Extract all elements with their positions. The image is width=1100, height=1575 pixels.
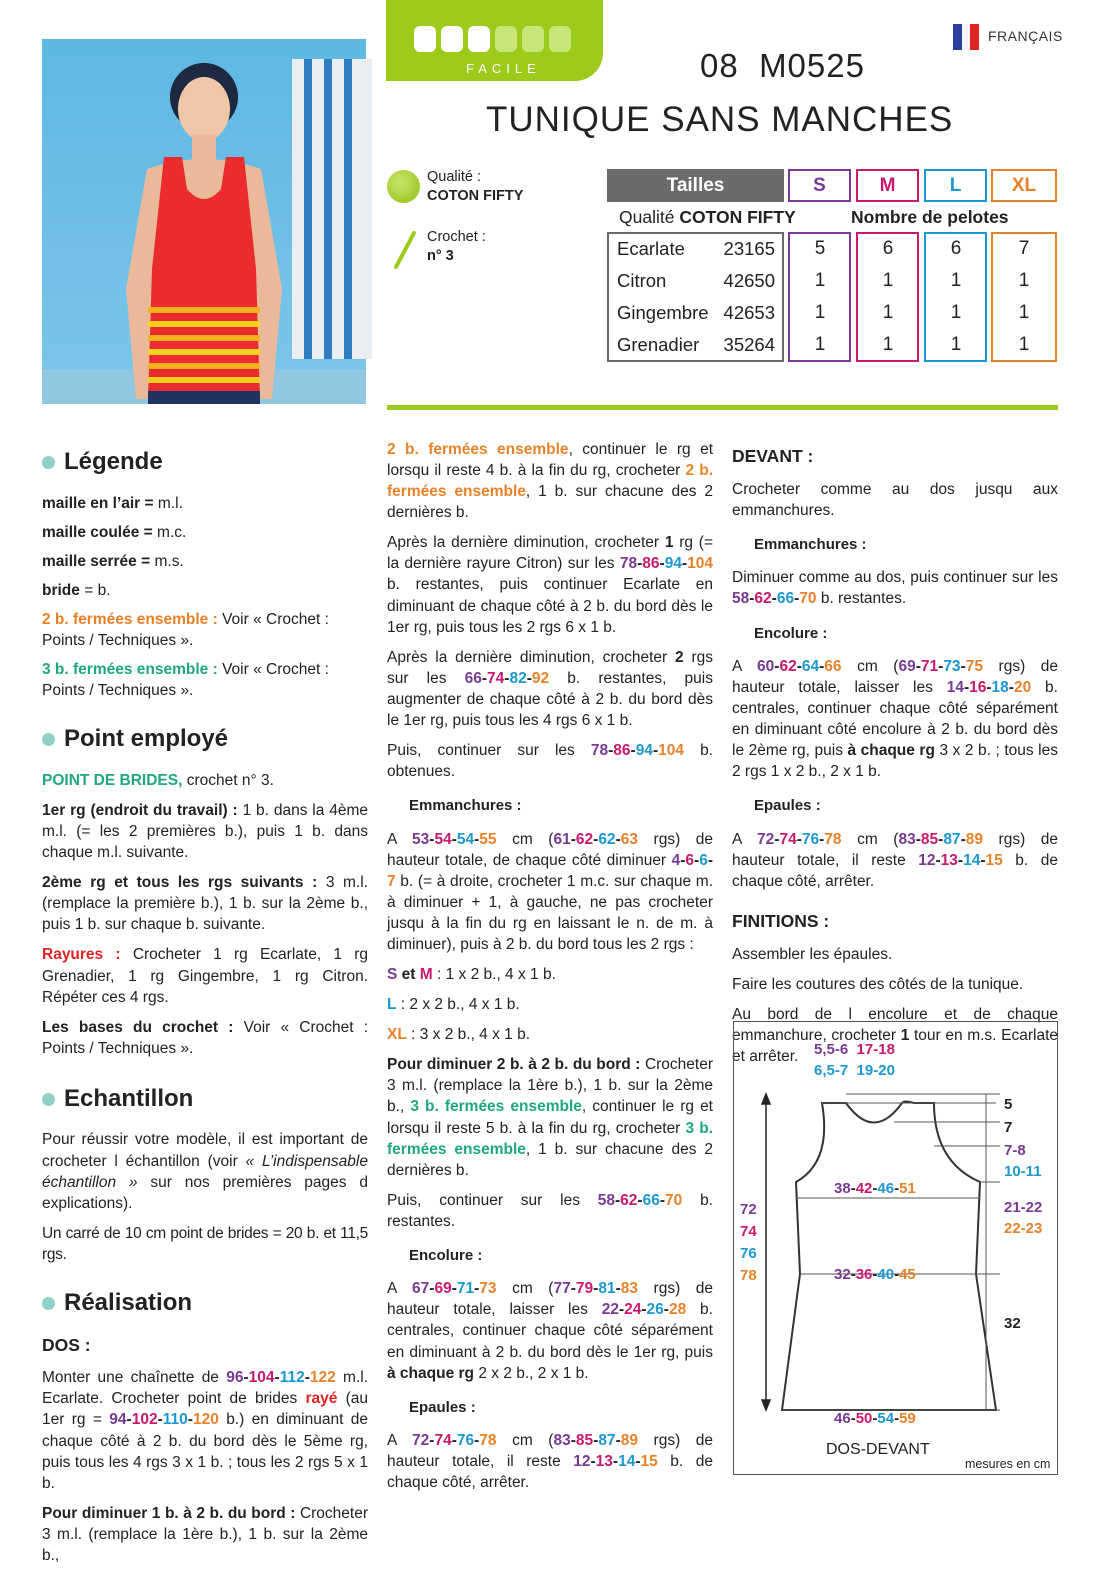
yarn-name: Grenadier <box>617 334 700 355</box>
crochet-hook-icon <box>392 230 418 270</box>
hook-value: n° 3 <box>427 247 454 264</box>
dos-dim2: Pour diminuer 2 b. à 2 b. du bord : Crocheter 3 m.l. (remplace la 1ère b.), 1 b. sur la 2ème b., 3 b. fermées ensemble, continuer le rg et lorsqu il reste 5 b. à la fin du rg, crocheter 3 b. fermées ensemble, 1 b. sur chacune des 2 dernières b. <box>387 1056 714 1179</box>
size-value-l: 18 <box>991 678 1009 696</box>
ball-qty: 1 <box>814 334 826 355</box>
garment-outline <box>782 1102 996 1411</box>
header-rule <box>387 405 1058 410</box>
size-value-s: 83 <box>553 1432 571 1450</box>
dim-5: 5 <box>1004 1096 1013 1113</box>
balls-label: Nombre de pelotes <box>851 207 1009 227</box>
size-value-s: 69 <box>898 657 916 675</box>
dv-emm: Diminuer comme au dos, puis continuer sur les 58-62-66-70 b. restantes. <box>732 569 1058 608</box>
size-values: 72-74-76-78 <box>757 830 842 848</box>
size-values: 94-102-110-120 <box>109 1411 219 1429</box>
size-value-s: 32 <box>834 1266 851 1283</box>
size-table <box>607 169 1059 363</box>
stripes: Rayures : Crocheter 1 rg Ecarlate, 1 rg Grenadier, 1 rg Gingembre, 1 rg Citron. Répéter ces 4 rgs. <box>42 946 368 1006</box>
language-flag-icon <box>953 24 979 50</box>
size-values: 58-62-66-70 <box>732 590 817 608</box>
size-values: 38-42-46-51 <box>834 1180 916 1197</box>
size-value-m: 85 <box>920 830 939 848</box>
dos-emm-title: Emmanchures : <box>409 797 522 815</box>
yarn-ball-icon <box>387 170 420 203</box>
size-value-s: 58 <box>597 1191 615 1209</box>
size-value-m: 102 <box>131 1411 158 1429</box>
dim-w2 <box>834 1265 916 1285</box>
size-value-l: 112 <box>279 1369 305 1387</box>
ball-qty: 1 <box>814 302 826 323</box>
dim-7: 7 <box>1004 1119 1013 1136</box>
size-value-s: 83 <box>898 830 916 848</box>
size-value-s: 46 <box>834 1410 851 1427</box>
size-value-xl: 78 <box>479 1432 497 1450</box>
size-value-m: 13 <box>595 1453 613 1471</box>
dim-w1 <box>834 1179 916 1199</box>
size-values: 4-6-6-7 <box>387 851 713 890</box>
size-values: 96-104-112-122 <box>226 1369 336 1387</box>
size-value-l: 54 <box>877 1410 895 1427</box>
ball-qty: 1 <box>1018 270 1030 291</box>
size-value-xl: 89 <box>965 830 983 848</box>
yarn-name: Gingembre <box>617 302 709 323</box>
size-value-s: 60 <box>757 657 775 675</box>
size-value-xl: 66 <box>824 657 842 675</box>
size-value-xl: 7 <box>387 872 396 890</box>
size-value-s: 58 <box>732 590 750 608</box>
dos-emm-l: L : 2 x 2 b., 4 x 1 b. <box>387 996 520 1014</box>
ball-qty: 6 <box>882 238 894 259</box>
size-value-s: 22 <box>601 1301 619 1319</box>
pattern-ref: M0525 <box>759 47 865 84</box>
size-value-l: 94 <box>635 742 653 760</box>
size-values: 78-86-94-104 <box>590 742 684 760</box>
ball-qty: 7 <box>1018 238 1030 259</box>
ball-qty: 1 <box>950 334 962 355</box>
size-value-l: 71 <box>456 1280 475 1298</box>
legend-2b: 2 b. fermées ensemble : Voir « Crochet : Points / Techniques ». <box>42 610 329 650</box>
dim-21-22: 21-22 <box>1004 1199 1043 1216</box>
dim-top2: 6,5-7 19-20 <box>814 1062 895 1079</box>
size-value-s: 94 <box>109 1411 127 1429</box>
size-values: 72-74-76-78 <box>412 1432 497 1450</box>
devant-title: DEVANT : <box>732 446 814 466</box>
size-value-l: 110 <box>162 1411 188 1429</box>
dim-32: 32 <box>1004 1315 1021 1332</box>
size-value-m: 104 <box>248 1369 275 1387</box>
dos-enc-title: Encolure : <box>409 1246 483 1264</box>
size-value-m: 13 <box>940 851 958 869</box>
dv-enc: A 60-62-64-66 cm (69-71-73-75 rgs) de hauteur totale, laisser les 14-16-18-20 b. centrales, continuer chaque côté séparément en diminuant côté encolure à 2 b. du bord dès le 2ème rg, puis à chaque rg 3 x 2 b. ; tous les 2 rgs 1 x 2 b., 2 x 1 b. <box>732 657 1059 781</box>
devant-p1: Crocheter comme au dos jusqu aux emmanchures. <box>732 480 1058 519</box>
size-values: 22-24-26-28 <box>601 1301 687 1319</box>
difficulty-logo <box>386 0 603 81</box>
size-value-s: 96 <box>226 1369 244 1387</box>
dos-p1: Monter une chaînette de 96-104-112-122 m.l. Ecarlate. Crocheter point de brides rayé (au 1er rg = 94-102-110-120 b.) en diminuant de chaque côté à 2 b. du bord dès le 5ème rg, puis tous les 4 rgs 3 x 1 b. ; tous les 2 rgs 5 x 1 b. <box>42 1369 369 1492</box>
dv-ep: A 72-74-76-78 cm (83-85-87-89 rgs) de hauteur totale, il reste 12-13-14-15 b. de chaque côté, arrêter. <box>732 830 1059 890</box>
model-photo <box>42 39 366 404</box>
dos-emm-xl: XL : 3 x 2 b., 4 x 1 b. <box>387 1026 531 1044</box>
crochet-bases: Les bases du crochet : Voir « Crochet : Points / Techniques ». <box>42 1018 368 1057</box>
ball-qty: 1 <box>1018 334 1030 355</box>
legend-b: bride = b. <box>42 581 111 599</box>
size-value-m: 71 <box>920 657 939 675</box>
size-value-s: 38 <box>834 1180 851 1197</box>
size-value-s: 12 <box>918 851 936 869</box>
dos-p5: Puis, continuer sur les 58-62-66-70 b. restantes. <box>387 1191 713 1230</box>
point-title: Point employé <box>42 723 368 756</box>
legend-mc: maille coulée = m.c. <box>42 523 187 541</box>
ball-qty: 1 <box>1018 302 1030 323</box>
size-value-xl: 104 <box>687 555 713 573</box>
size-value-xl: 15 <box>640 1453 658 1471</box>
ball-qty: 1 <box>950 270 962 291</box>
size-value-m: 50 <box>855 1410 873 1427</box>
realisation-title: Réalisation <box>42 1287 368 1320</box>
size-value-xl: 70 <box>799 590 817 608</box>
size-value-xl: 70 <box>665 1191 683 1209</box>
size-value-m: 16 <box>969 678 987 696</box>
legend-3b: 3 b. fermées ensemble : Voir « Crochet : Points / Techniques ». <box>42 661 329 700</box>
bullet-icon <box>42 733 55 746</box>
size-value-xl: 73 <box>479 1280 497 1298</box>
pattern-title: TUNIQUE SANS MANCHES <box>486 100 954 139</box>
size-values: 77-79-81-83 <box>553 1280 638 1298</box>
size-values: 78-86-94-104 <box>619 555 713 573</box>
size-value-m: 86 <box>642 555 660 573</box>
dos-p2: Après la dernière diminution, crocheter 1 rg (= la dernière rayure Citron) sur les 78-86-94-104 b. restantes, puis continuer Ecarlate en diminuant de chaque côté à 2 b. du bord dès le 1er rg, puis tous les 2 rgs 6 x 1 b. <box>387 534 714 636</box>
yarn-name: Citron <box>617 270 667 291</box>
size-value-l: 46 <box>877 1180 895 1197</box>
quality-row-label: Qualité COTON FIFTY <box>619 207 796 227</box>
finitions-title: FINITIONS : <box>732 910 830 931</box>
size-value-m: 85 <box>575 1432 594 1450</box>
size-value-s: 14 <box>946 678 964 696</box>
size-value-s: 4 <box>671 851 681 869</box>
yarn-ref: 42653 <box>723 302 775 323</box>
quality-label: Qualité : <box>427 169 481 185</box>
dv-ep-title: Epaules : <box>754 797 821 815</box>
yarn-name: Ecarlate <box>617 238 685 259</box>
bullet-icon <box>42 1093 55 1106</box>
size-value-s: 78 <box>619 555 638 573</box>
size-value-l: 87 <box>598 1432 616 1450</box>
size-value-l: 54 <box>456 830 475 848</box>
ball-qty: 1 <box>882 270 894 291</box>
size-values: 14-16-18-20 <box>946 678 1032 696</box>
column-3 <box>732 439 1058 1076</box>
dim-height: 72 74 76 78 <box>740 1201 757 1284</box>
size-value-l: 81 <box>598 1280 616 1298</box>
size-value-l: 26 <box>646 1301 664 1319</box>
ball-qty: 1 <box>882 302 894 323</box>
dim-top1: 5,5-6 17-18 <box>814 1041 895 1058</box>
size-value-s: 61 <box>553 830 571 848</box>
quality-spec <box>427 168 523 206</box>
size-value-m: 74 <box>434 1432 452 1450</box>
dos-p4: Puis, continuer sur les 78-86-94-104 b. obtenues. <box>387 742 713 781</box>
quality-value: COTON FIFTY <box>427 187 524 204</box>
size-value-l: 87 <box>943 830 961 848</box>
unit-label: mesures en cm <box>965 1457 1051 1471</box>
row-1: 1er rg (endroit du travail) : 1 b. dans la 4ème m.l. (= les 2 premières b.), puis 1 b. dans chaque m.l. suivante. <box>42 801 368 862</box>
dos-ep: A 72-74-76-78 cm (83-85-87-89 rgs) de hauteur totale, il reste 12-13-14-15 b. de chaque côté, arrêter. <box>387 1432 714 1492</box>
size-value-l: 66 <box>776 590 795 608</box>
size-value-xl: 78 <box>824 830 842 848</box>
sizes-header: Tailles <box>607 169 784 202</box>
fin-2: Faire les coutures des côtés de la tunique. <box>732 975 1024 993</box>
size-values: 12-13-14-15 <box>573 1453 658 1471</box>
size-value-m: 62 <box>620 1191 638 1209</box>
size-value-m: 6 <box>685 851 695 869</box>
size-value-l: 62 <box>598 830 616 848</box>
dos-enc: A 67-69-71-73 cm (77-79-81-83 rgs) de hauteur totale, laisser les 22-24-26-28 b. centrales, continuer chaque côté séparément en diminuant à 2 b. du bord dès le 1er rg, puis à chaque rg 2 x 2 b., 2 x 1 b. <box>387 1280 714 1382</box>
size-value-m: 86 <box>613 742 631 760</box>
size-value-xl: 45 <box>899 1266 916 1283</box>
pattern-number: 08 M0525 <box>700 47 865 84</box>
size-value-xl: 15 <box>985 851 1003 869</box>
size-value-xl: 55 <box>479 830 497 848</box>
size-value-l: 76 <box>456 1432 475 1450</box>
row-2: 2ème rg et tous les rgs suivants : 3 m.l. (remplace la première b.), 1 b. sur la 2ème b., puis 1 b. sur chaque b. suivante. <box>42 874 368 934</box>
legend-ms: maille serrée = m.s. <box>42 552 184 570</box>
size-value-s: 77 <box>553 1280 571 1298</box>
size-value-s: 67 <box>412 1280 430 1298</box>
size-value-xl: 122 <box>309 1369 336 1387</box>
size-value-xl: 104 <box>658 742 684 760</box>
size-value-l: 82 <box>509 669 527 687</box>
difficulty-rating-icon <box>414 24 579 54</box>
gauge-square: Un carré de 10 cm point de brides = 20 b. et 11,5 rgs. <box>42 1224 368 1263</box>
size-values: 61-62-62-63 <box>553 830 638 848</box>
size-values: 69-71-73-75 <box>898 657 983 675</box>
size-value-xl: 28 <box>668 1301 687 1319</box>
size-value-l: 14 <box>963 851 981 869</box>
size-value-m: 79 <box>575 1280 594 1298</box>
dos-emm-sm: S et M : 1 x 2 b., 4 x 1 b. <box>387 966 556 984</box>
size-value-m: 24 <box>624 1301 642 1319</box>
ball-qty: 5 <box>814 238 826 259</box>
difficulty-label: FACILE <box>466 61 541 76</box>
size-value-s: 72 <box>757 830 775 848</box>
size-values: 53-54-54-55 <box>412 830 497 848</box>
yarn-ref: 35264 <box>723 334 775 355</box>
column-1 <box>42 436 368 1575</box>
size-value-l: 14 <box>618 1453 636 1471</box>
ball-qty: 1 <box>950 302 962 323</box>
size-values: 83-85-87-89 <box>898 830 983 848</box>
dos-dim1: Pour diminuer 1 b. à 2 b. du bord : Crocheter 3 m.l. (remplace la 1ère b.), 1 b. sur la 2ème b., <box>42 1504 368 1564</box>
size-value-xl: 63 <box>620 830 638 848</box>
size-value-m: 74 <box>487 669 505 687</box>
size-value-m: 42 <box>855 1180 873 1197</box>
size-values: 32-36-40-45 <box>834 1266 916 1283</box>
schematic-box <box>733 1021 1058 1475</box>
ball-qty: 1 <box>882 334 894 355</box>
size-value-l: 76 <box>801 830 820 848</box>
size-value-s: 72 <box>412 1432 430 1450</box>
yarn-ref: 23165 <box>723 238 775 259</box>
fin-3: Au bord de l encolure et de chaque emmanchure, crocheter 1 tour en m.s. Ecarlate et arrêter. <box>732 1005 1058 1066</box>
size-value-m: 62 <box>779 657 797 675</box>
fin-1: Assembler les épaules. <box>732 945 893 963</box>
schematic-label: DOS-DEVANT <box>826 1441 930 1458</box>
size-value-m: 62 <box>754 590 772 608</box>
dim-10-11: 10-11 <box>1004 1163 1042 1180</box>
dim-w3 <box>834 1409 916 1429</box>
dv-enc-title: Encolure : <box>754 624 828 642</box>
yarn-ref: 42650 <box>723 270 775 291</box>
column-2 <box>387 439 713 1502</box>
size-value-xl: 59 <box>899 1410 916 1427</box>
size-value-s: 78 <box>590 742 609 760</box>
echantillon-title: Echantillon <box>42 1083 368 1116</box>
legende-title: Légende <box>42 446 368 479</box>
size-values: 60-62-64-66 <box>757 657 842 675</box>
size-value-s: 53 <box>412 830 430 848</box>
size-value-s: 66 <box>464 669 482 687</box>
size-values: 66-74-82-92 <box>464 669 550 687</box>
size-m: M <box>856 169 919 202</box>
size-value-xl: 92 <box>531 669 550 687</box>
bullet-icon <box>42 456 55 469</box>
size-value-l: 40 <box>877 1266 895 1283</box>
size-value-s: 12 <box>573 1453 591 1471</box>
size-value-xl: 51 <box>899 1180 916 1197</box>
garment-schematic <box>734 1022 1059 1476</box>
size-value-l: 94 <box>664 555 682 573</box>
size-value-m: 54 <box>434 830 452 848</box>
size-value-l: 64 <box>801 657 820 675</box>
size-value-l: 73 <box>943 657 961 675</box>
hook-label: Crochet : <box>427 229 486 245</box>
size-value-xl: 89 <box>620 1432 638 1450</box>
dim-22-23: 22-23 <box>1004 1220 1043 1237</box>
size-value-l: 6 <box>699 851 708 869</box>
ball-qty: 6 <box>950 238 962 259</box>
dv-emm-title: Emmanchures : <box>754 535 867 553</box>
dim-7-8: 7-8 <box>1004 1142 1026 1159</box>
ball-qty: 1 <box>814 270 826 291</box>
size-value-m: 36 <box>855 1266 873 1283</box>
size-values: 46-50-54-59 <box>834 1410 916 1427</box>
size-value-m: 62 <box>575 830 594 848</box>
gauge-text: Pour réussir votre modèle, il est important de crocheter l échantillon (voir « L’indispensable échantillon » sur nos premières pages d explications). <box>42 1131 368 1212</box>
size-values: 12-13-14-15 <box>918 851 1003 869</box>
bullet-icon <box>42 1297 55 1310</box>
legend-ml: maille en l’air = m.l. <box>42 494 183 512</box>
dos-p1-cont: 2 b. fermées ensemble, continuer le rg et lorsqu il reste 4 b. à la fin du rg, crocheter 2 b. fermées ensemble, 1 b. sur chacune des 2 dernières b. <box>387 441 714 522</box>
dos-emm: A 53-54-54-55 cm (61-62-62-63 rgs) de hauteur totale, de chaque côté diminuer 4-6-6-7 b. (= à droite, crocheter 1 m.c. sur chaque m. à diminuer + 1, à gauche, ne pas crocheter jusqu à la fin du rg en laissant le n. de m. à diminuer), puis à 2 b. du bord tous les 2 rgs : <box>387 830 714 953</box>
size-value-xl: 20 <box>1013 678 1032 696</box>
size-values: 83-85-87-89 <box>553 1432 638 1450</box>
dos-p3: Après la dernière diminution, crocheter 2 rgs sur les 66-74-82-92 b. restantes, puis augmenter de chaque côté à 2 b. du bord dès le 1er rg, puis tous les 4 rgs 6 x 1 b. <box>387 648 714 729</box>
size-value-m: 69 <box>434 1280 452 1298</box>
size-value-xl: 120 <box>192 1411 219 1429</box>
size-xl: XL <box>991 169 1057 202</box>
dos-ep-title: Epaules : <box>409 1398 476 1416</box>
size-value-m: 74 <box>779 830 797 848</box>
size-s: S <box>788 169 851 202</box>
size-l: L <box>924 169 987 202</box>
hook-spec <box>427 228 486 266</box>
size-values: 67-69-71-73 <box>412 1280 497 1298</box>
dos-title: DOS : <box>42 1334 91 1355</box>
size-value-l: 66 <box>642 1191 660 1209</box>
language-label: FRANÇAIS <box>988 28 1063 44</box>
size-values: 58-62-66-70 <box>597 1191 683 1209</box>
size-value-xl: 83 <box>620 1280 638 1298</box>
point-name: POINT DE BRIDES, crochet n° 3. <box>42 771 274 789</box>
size-value-xl: 75 <box>965 657 983 675</box>
